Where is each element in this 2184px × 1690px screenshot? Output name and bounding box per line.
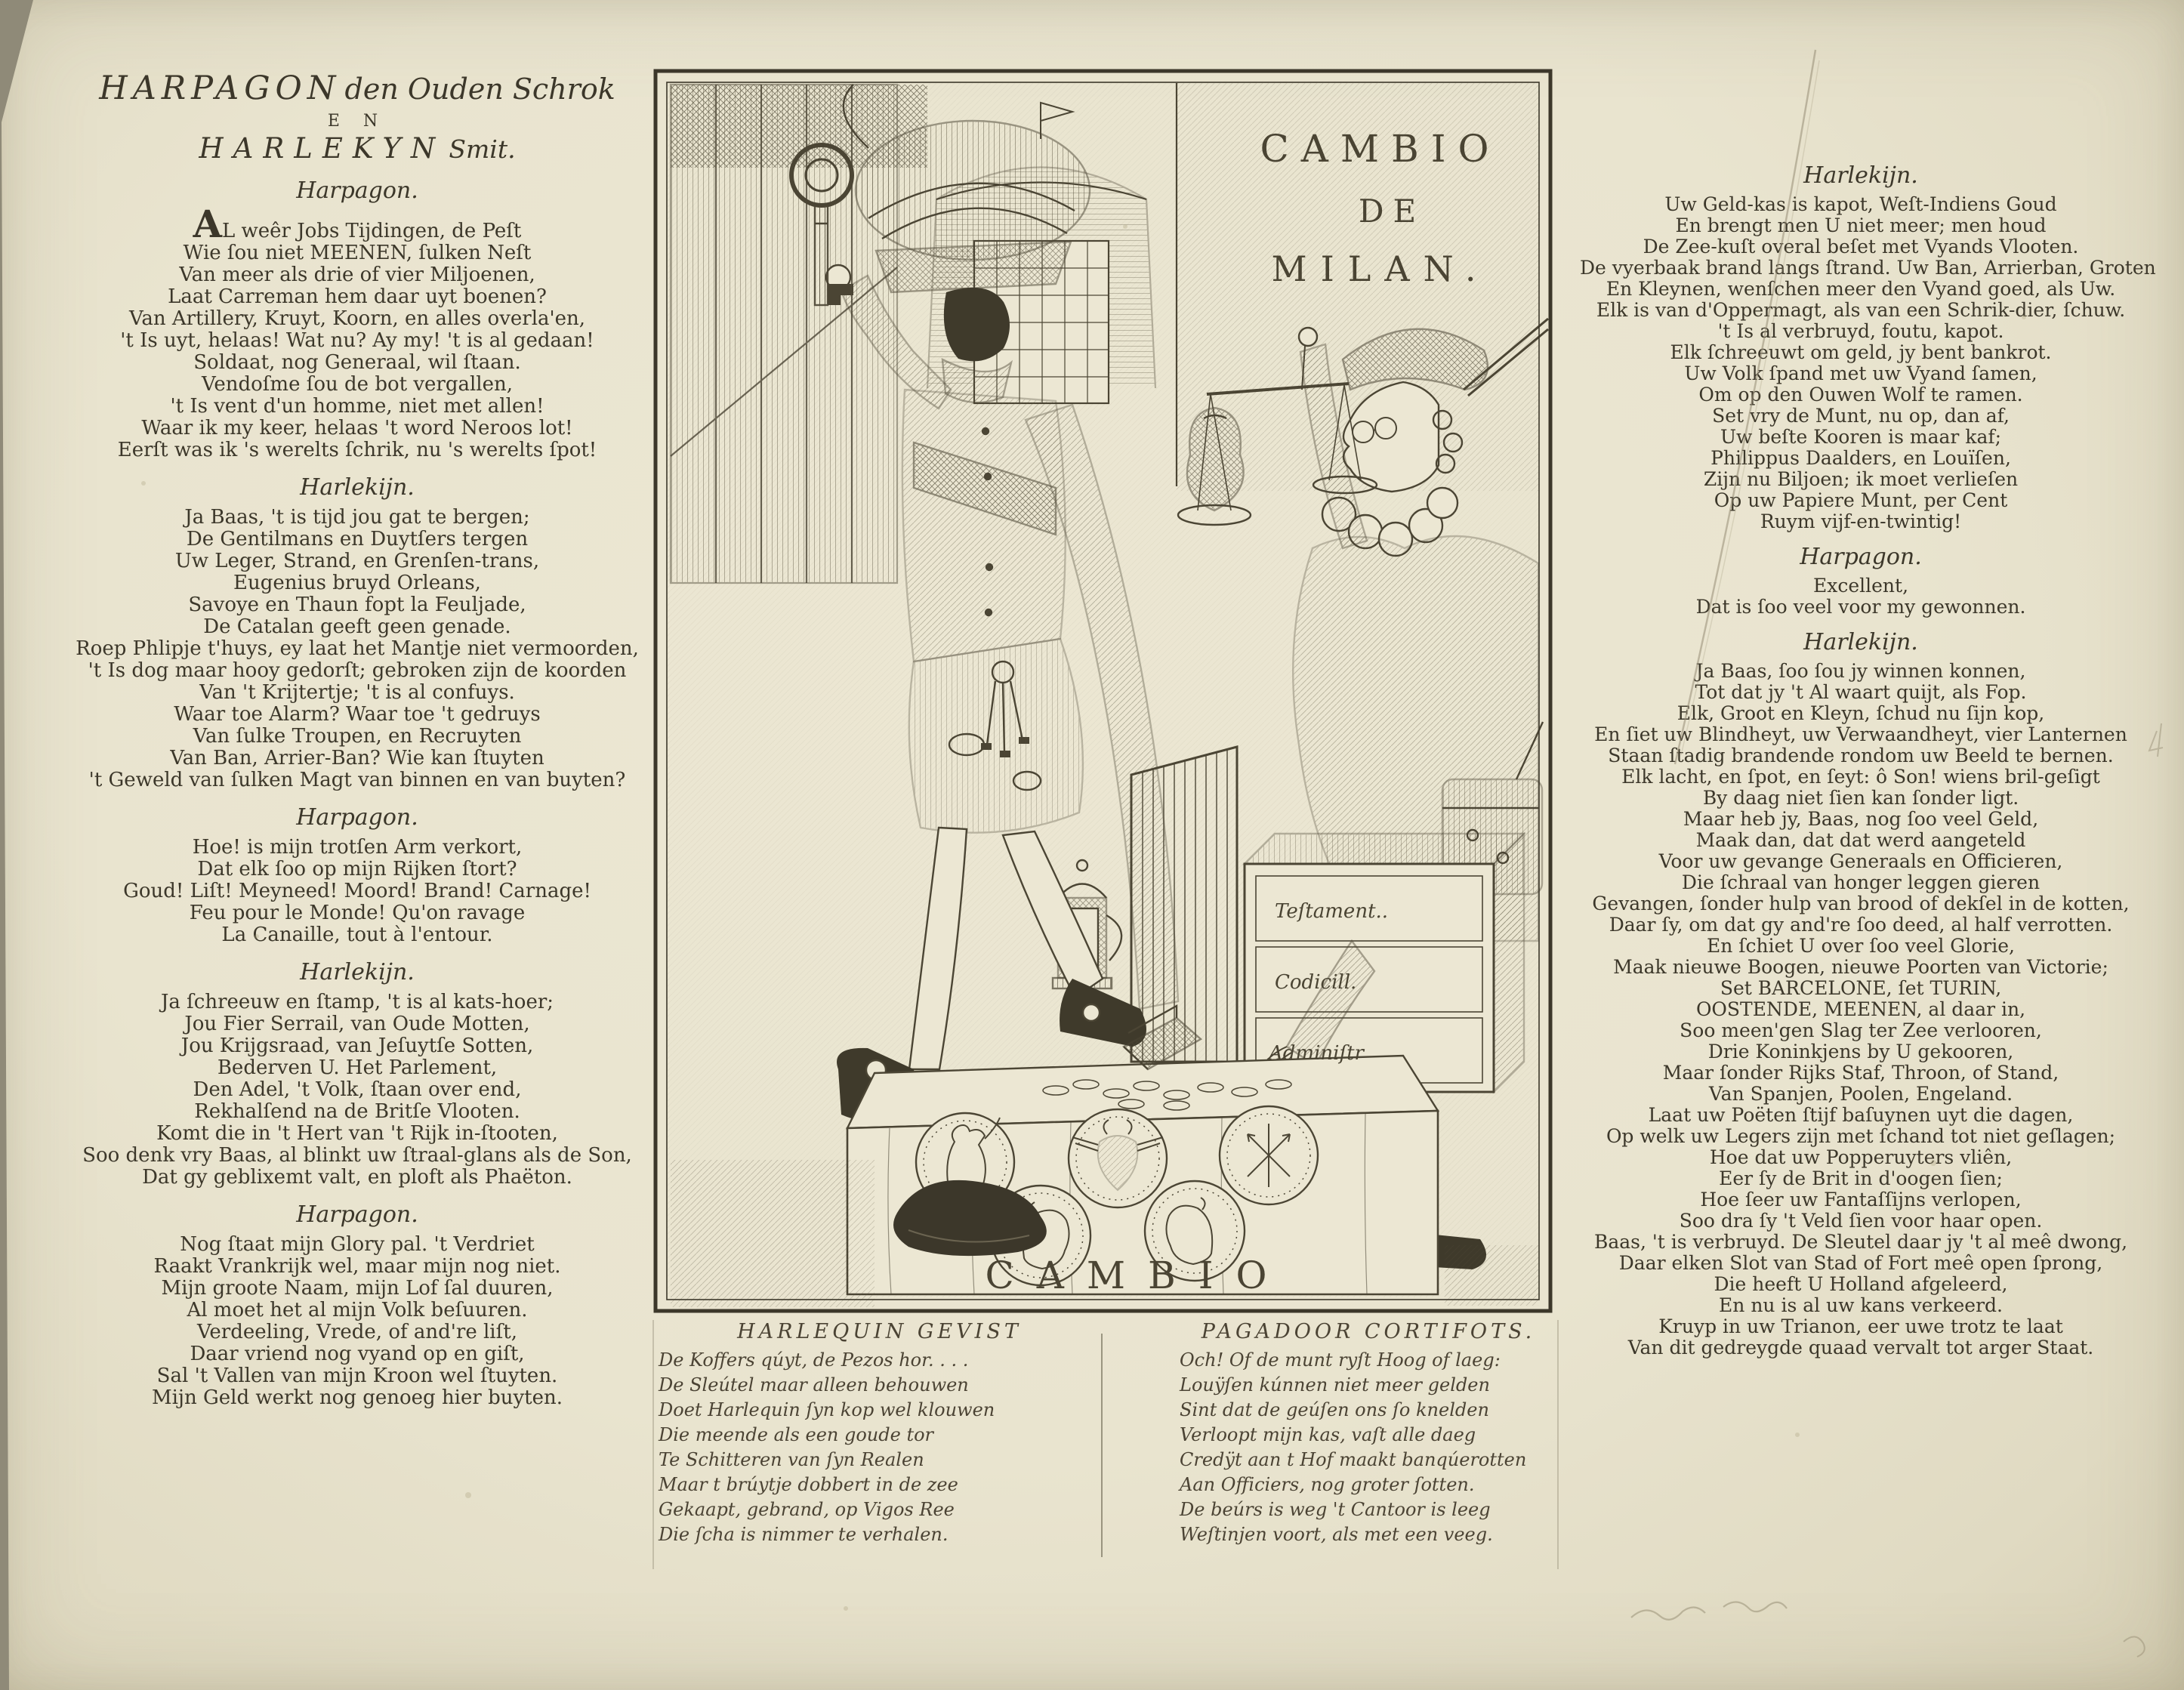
speaker-heading: Harpagon.	[1800, 544, 1922, 570]
verse-line: Gevangen, ſonder hulp van brood of dekſel in de kotten,	[1592, 893, 2130, 914]
caption-right-rail	[1557, 1320, 1559, 1569]
verse-line: Hoe! is mijn trotſen Arm verkort,	[192, 836, 523, 859]
speaker-heading: Harpagon.	[296, 177, 418, 204]
verse-line: Elk ſchreeuwt om geld, jy bent bankrot.	[1670, 341, 2052, 363]
verse-line: Laat Carreman hem daar uyt boenen?	[168, 285, 547, 308]
verse-line: Daar ſy, om dat gy and're ſoo deed, al half verrotten.	[1609, 914, 2113, 936]
verse-line: Van dit gedreygde quaad vervalt tot arger Staat.	[1627, 1337, 2094, 1358]
drawer-label-testament: Teſtament..	[1275, 900, 1389, 923]
verse-line: Elk lacht, en ſpot, en ſeyt: ô Son! wiens bril-geſigt	[1621, 766, 2100, 788]
caption-left-title: HARLEQUIN GEVIST	[737, 1320, 1022, 1343]
verse-line: Roep Phlipje t'huys, ey laat het Mantje niet vermoorden,	[76, 637, 639, 660]
verse-line: 't Is al verbruyd, foutu, kapot.	[1717, 320, 2004, 342]
verse-line: De Catalan geeft geen genade.	[203, 615, 511, 638]
verse-line: 't Is vent d'un homme, niet met allen!	[170, 395, 544, 418]
caption-line: Die meende als een goude tor	[659, 1424, 934, 1445]
title-line-3: HARLEKYN Smit.	[199, 132, 516, 165]
verse-line: Rekhalſend na de Britſe Vlooten.	[194, 1100, 520, 1123]
verse-line: Elk, Groot en Kleyn, ſchud nu ſijn kop,	[1677, 702, 2045, 724]
verse-line: Uw beſte Kooren is maar kaf;	[1720, 426, 2002, 448]
verse-line: 't Is uyt, helaas! Wat nu? Ay my! 't is al gedaan!	[120, 329, 594, 352]
sign-line-de: DE	[1358, 193, 1426, 230]
caption-left-lines	[659, 1348, 1100, 1547]
verse-line: Wie ſou niet MEENEN, ſulken Neſt	[183, 242, 532, 264]
verse-line: Eugenius bruyd Orleans,	[233, 572, 481, 594]
verse-line: Van meer als drie of vier Miljoenen,	[179, 264, 535, 286]
plumed-hat	[856, 121, 1090, 260]
verse-line: Baas, 't is verbruyd. De Sleutel daar jy 't al meê dwong,	[1593, 1231, 2128, 1253]
verse-line: Ja ſchreeuw en ſtamp, 't is al kats-hoer;	[160, 991, 554, 1013]
caption-line: Och! Of de munt ryſt Hoog of laeg:	[1180, 1349, 1501, 1371]
breeches	[909, 639, 1083, 833]
verse-line: En brengt men U niet meer; men houd	[1675, 214, 2047, 236]
title-harpagon: HARPAGON	[99, 69, 341, 107]
caption-line: Die ſcha is nimmer te verhalen.	[659, 1524, 949, 1545]
caption-line: De Sleútel maar alleen behouwen	[659, 1374, 969, 1395]
verse-line: Laat uw Poëten ſtijf baſuynen uyt die dagen,	[1648, 1104, 2074, 1126]
verse-line: Kruyp in uw Trianon, eer uwe trotz te laat	[1658, 1315, 2063, 1337]
verse-line: Van ſulke Troupen, en Recruyten	[193, 725, 522, 748]
verse-line: Eerſt was ik 's werelts ſchrik, nu 's werelts ſpot!	[117, 439, 597, 461]
caption-line: Weſtinjen voort, als met een veeg.	[1180, 1524, 1493, 1545]
verse-line: Vendoſme ſou de bot vergallen,	[201, 373, 513, 396]
caption-pagadoor-cortifots	[1180, 1320, 1557, 1547]
verse-line: Set vry de Munt, nu op, dan af,	[1712, 405, 2010, 427]
verse-line: Die heeft U Holland afgeleerd,	[1714, 1273, 2008, 1295]
caption-right-title: PAGADOOR CORTIFOTS.	[1201, 1320, 1536, 1343]
verse-line: 't Is dog maar hooy gedorſt; gebroken zijn de koorden	[88, 659, 627, 682]
verse-line: Daar elken Slot van Stad of Fort meê open ſprong,	[1618, 1252, 2103, 1274]
verse-line: Op uw Papiere Munt, per Cent	[1714, 489, 2008, 511]
verse-line: Jou Fier Serrail, van Oude Motten,	[184, 1013, 530, 1035]
caption-line: Credÿt aan t Hof maakt banqúerotten	[1180, 1449, 1527, 1470]
caption-line: Verloopt mijn kas, vaſt alle daeg	[1180, 1424, 1476, 1445]
title-harlekyn: HARLEKYN	[199, 132, 446, 165]
verse-line: Den Adel, 't Volk, ſtaan over end,	[193, 1078, 522, 1101]
etching-plate	[648, 63, 1558, 1318]
caption-line: Gekaapt, gebrand, op Vigos Ree	[659, 1499, 955, 1520]
verse-line: Op welk uw Legers zijn met ſchand tot niet geſlagen;	[1606, 1125, 2116, 1147]
verse-line: Soo denk vry Baas, al blinkt uw ſtraal-glans als de Son,	[82, 1144, 632, 1167]
speaker-heading: Harlekijn.	[1803, 629, 1918, 655]
verse-line: Waar ik my keer, helaas 't word Neroos lot!	[141, 417, 573, 439]
verse-line: Zijn nu Biljoen; ik moet verlieſen	[1703, 468, 2019, 490]
verse-line: AL weêr Jobs Tijdingen, de Peſt	[193, 202, 522, 246]
verse-line: Dat elk ſoo op mijn Rijken ſtort?	[197, 858, 517, 880]
verse-line: Verdeeling, Vrede, of and're liſt,	[197, 1321, 517, 1343]
print-title	[69, 69, 645, 165]
verse-line: Bederven U. Het Parlement,	[217, 1056, 498, 1079]
speaker-heading: Harlekijn.	[300, 959, 415, 985]
mask-face	[944, 288, 1010, 362]
verse-line: Al moet het al mijn Volk beſuuren.	[187, 1299, 528, 1321]
verse-line: Soldaat, nog Generaal, wil ſtaan.	[193, 351, 521, 374]
speaker-heading: Harpagon.	[296, 804, 418, 831]
verse-line: Daar vriend nog vyand op en giſt,	[190, 1343, 525, 1365]
caption-line: Aan Officiers, nog groter ſotten.	[1180, 1474, 1475, 1495]
verse-line: Ruym vijf-en-twintig!	[1760, 510, 1962, 532]
sign-line-milan: MILAN.	[1271, 248, 1490, 289]
money-bag	[1187, 408, 1244, 510]
verse-line: Savoye en Thaun fopt la Feuljade,	[188, 594, 526, 616]
verse-line: Uw Leger, Strand, en Grenſen-trans,	[174, 550, 540, 572]
caption-line: Te Schitteren van ſyn Realen	[659, 1449, 924, 1470]
verse-line: Komt die in 't Hert van 't Rijk in-ſtooten,	[156, 1122, 558, 1145]
verse-line: Elk is van d'Oppermagt, als van een Schrik-dier, ſchuw.	[1596, 299, 2126, 321]
left-verse-column	[69, 69, 645, 1409]
verse-line: Soo dra ſy 't Veld ſien voor haar open.	[1679, 1210, 2043, 1232]
verse-line: Van Artillery, Kruyt, Koorn, en alles overla'en,	[128, 307, 586, 330]
verse-line: Excellent,	[1812, 575, 1909, 597]
verse-line: Jou Krijgsraad, van Jeſuytſe Sotten,	[180, 1035, 534, 1057]
sign-line-cambio: CAMBIO	[1260, 127, 1501, 171]
verse-line: Hoe dat uw Popperuyters vliên,	[1709, 1146, 2013, 1168]
title-line-2: E N	[327, 112, 387, 131]
verse-line: En ſchiet U over ſoo veel Glorie,	[1707, 935, 2015, 957]
verse-line: Maar heb jy, Baas, nog ſoo veel Geld,	[1683, 808, 2039, 830]
verse-line: En Kleynen, wenſchen meer den Vyand goed, als Uw.	[1606, 278, 2116, 300]
verse-line: Dat is ſoo veel voor my gewonnen.	[1695, 596, 2026, 618]
speaker-heading: Harlekijn.	[1803, 162, 1918, 189]
right-verse-column	[1580, 151, 2156, 1358]
verse-line: 't Geweld van ſulken Magt van binnen en van buyten?	[88, 769, 626, 791]
verse-line: De Gentilmans en Duytſers tergen	[186, 528, 529, 550]
verse-line: Van Ban, Arrier-Ban? Wie kan ſtuyten	[170, 747, 544, 769]
verse-line: Om op den Ouwen Wolf te ramen.	[1698, 384, 2023, 406]
verse-line: Dat gy geblixemt valt, en ploft als Phaëton.	[142, 1166, 572, 1189]
verse-line: Uw Geld-kas is kapot, Weſt-Indiens Goud	[1664, 193, 2057, 215]
verse-line: By daag niet ſien kan ſonder ligt.	[1702, 787, 2019, 809]
caption-harlequin-gevist	[659, 1320, 1100, 1547]
verse-line: Eer ſy de Brit in d'oogen ſien;	[1719, 1167, 2003, 1189]
verse-line: Van Spanjen, Poolen, Engeland.	[1708, 1083, 2013, 1105]
verse-line: Hoe ſeer uw Fantaſſijns verlopen,	[1700, 1189, 2022, 1210]
caption-left-rail	[652, 1320, 654, 1569]
verse-line: Uw Volk ſpand met uw Vyand ſamen,	[1684, 362, 2037, 384]
verse-line: De Zee-kuſt overal beſet met Vyands Vlooten.	[1643, 236, 2079, 258]
verse-line: De vyerbaak brand langs ſtrand. Uw Ban, Arrierban, Groten	[1580, 257, 2156, 279]
verse-line: La Canaille, tout à l'entour.	[221, 924, 493, 946]
verse-line: Voor uw gevange Generaals en Officieren,	[1658, 850, 2063, 872]
verse-line: Die ſchraal van honger leggen gieren	[1681, 871, 2041, 893]
verse-line: Van 't Krijtertje; 't is al confuys.	[199, 681, 515, 704]
caption-line: Sint dat de geúſen ons ſo knelden	[1180, 1399, 1489, 1420]
verse-line: Drie Koninkjens by U gekooren,	[1707, 1041, 2014, 1062]
verse-line: Maak dan, dat dat werd aangeteld	[1695, 829, 2026, 851]
verse-line: Staan ſtadig brandende rondom uw Beeld te bernen.	[1608, 745, 2114, 766]
caption-right-lines	[1180, 1348, 1557, 1547]
drawer-label-administr: Adminiſtr	[1269, 1042, 1364, 1065]
verse-line: Maak nieuwe Boogen, nieuwe Poorten van Victorie;	[1613, 956, 2108, 978]
verse-line: Goud! Liſt! Meyneed! Moord! Brand! Carnage!	[123, 880, 591, 902]
verse-line: Soo meen'gen Slag ter Zee verlooren,	[1680, 1019, 2042, 1041]
verse-line: Raakt Vrankrijk wel, maar mijn nog niet.	[153, 1255, 561, 1278]
caption-line: De Koffers qúyt, de Pezos hor. . . .	[659, 1349, 969, 1371]
verse-line: Sal 't Vallen van mijn Kroon wel ſtuyten.	[156, 1365, 558, 1387]
caption-line: De beúrs is weg 't Cantoor is leeg	[1180, 1499, 1491, 1520]
speaker-heading: Harlekijn.	[300, 474, 415, 501]
verse-line: Philippus Daalders, en Louïſen,	[1710, 447, 2011, 469]
verse-line: Ja Baas, ſoo ſou jy winnen konnen,	[1695, 660, 2026, 682]
verse-line: Feu pour le Monde! Qu'on ravage	[189, 902, 526, 924]
verse-line: Maar ſonder Rijks Staf, Throon, of Stand,	[1662, 1062, 2059, 1084]
verse-line: En nu is al uw kans verkeerd.	[1719, 1294, 2003, 1316]
pedestal-label: CAMBIO	[985, 1254, 1290, 1297]
drawer-label-codicill: Codicill.	[1275, 971, 1357, 994]
verse-line: En ſiet uw Blindheyt, uw Verwaandheyt, vier Lanternen	[1594, 723, 2127, 745]
verse-line: Waar toe Alarm? Waar toe 't gedruys	[174, 703, 541, 726]
verse-line: Mijn Geld werkt nog genoeg hier buyten.	[151, 1386, 563, 1409]
verse-line: Mijn groote Naam, mijn Lof ſal duuren,	[161, 1277, 554, 1300]
verse-line: OOSTENDE, MEENEN, al daar in,	[1695, 998, 2026, 1020]
verse-line: Set BARCELONE, ſet TURIN,	[1720, 977, 2002, 999]
caption-line: Maar t brúytje dobbert in de zee	[659, 1474, 958, 1495]
caption-line: Doet Harlequin ſyn kop wel klouwen	[659, 1399, 995, 1420]
verse-line: Ja Baas, 't is tijd jou gat te bergen;	[184, 506, 530, 529]
title-line-1: HARPAGON den Ouden Schrok	[99, 69, 615, 107]
caption-line: Louÿſen kúnnen niet meer gelden	[1180, 1374, 1490, 1395]
speaker-heading: Harpagon.	[296, 1201, 418, 1228]
caption-divider	[1101, 1334, 1103, 1557]
verse-line: Nog ſtaat mijn Glory pal. 't Verdriet	[180, 1233, 535, 1256]
verse-line: Tot dat jy 't Al waart quijt, als Fop.	[1695, 681, 2027, 703]
